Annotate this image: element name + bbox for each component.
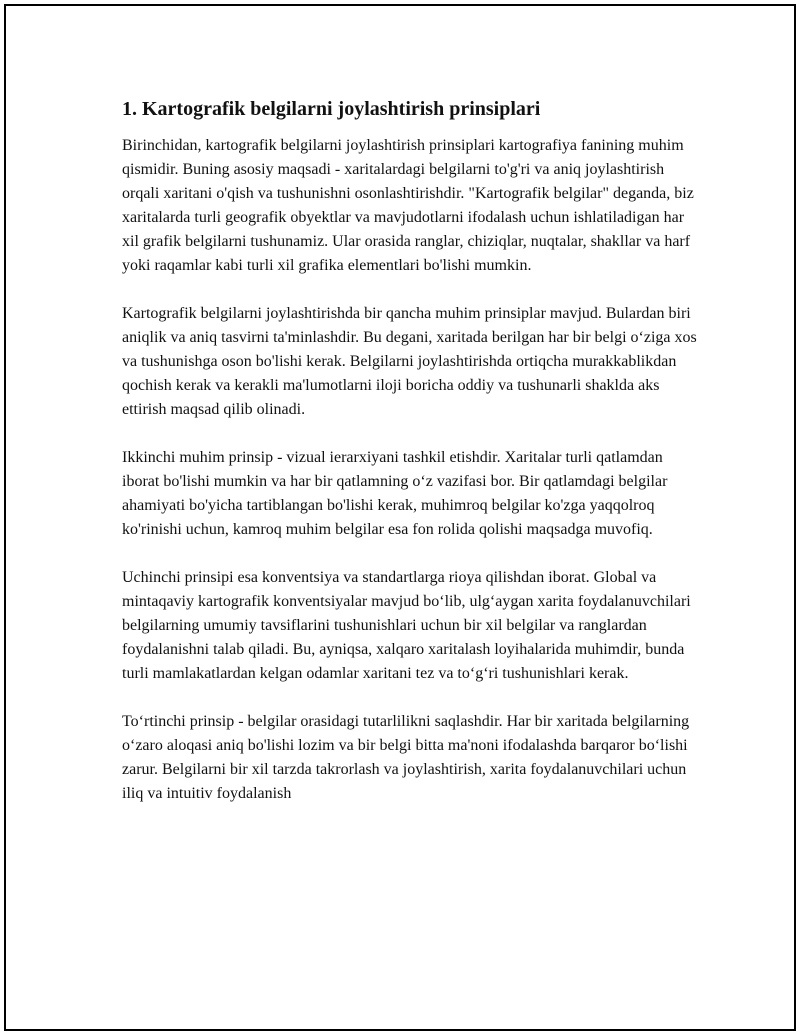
paragraph-1: Birinchidan, kartografik belgilarni joylashtirish prinsiplari kartografiya fanining muhim qismidir. Buning asosiy maqsadi - xaritalardagi belgilarni to'g'ri va aniq joylashtirish orqali xaritani o'qish va tushunishni osonlashtirishdir. "Kartografik belgilar" deganda, biz xaritalarda turli geografik obyektlar va mavjudotlarni ifodalash uchun ishlatiladigan har xil grafik belgilarni tushunamiz. Ular orasida ranglar, chiziqlar, nuqtalar, shakllar va harf yoki raqamlar kabi turli xil grafika elementlari bo'lishi mumkin. — [122, 137, 694, 274]
paragraph-5: To‘rtinchi prinsip - belgilar orasidagi tutarlilikni saqlashdir. Har bir xaritada belgilarning o‘zaro aloqasi aniq bo'lishi lozim va bir belgi bitta ma'noni ifodalashda barqaror bo‘lishi zarur. Belgilarni bir xil tarzda takrorlash va joylashtirish, xarita foydalanuvchilari uchun iliq va intuitiv foydalanish — [122, 713, 690, 802]
document-body — [122, 96, 702, 830]
paragraph-3: Ikkinchi muhim prinsip - vizual ierarxiyani tashkil etishdir. Xaritalar turli qatlamdan iborat bo'lishi mumkin va har bir qatlamning o‘z vazifasi bor. Bir qatlamdagi belgilar ahamiyati bo'yicha tartiblangan bo'lishi kerak, muhimroq belgilar ko'zga yaqqolroq ko'rinishi uchun, kamroq muhim belgilar esa fon rolida qolishi maqsadga muvofiq. — [122, 449, 668, 538]
paragraph-2: Kartografik belgilarni joylashtirishda bir qancha muhim prinsiplar mavjud. Bulardan biri aniqlik va aniq tasvirni ta'minlashdir. Bu degani, xaritada berilgan har bir belgi o‘ziga xos va tushunishga oson bo'lishi kerak. Belgilarni joylashtirishda ortiqcha murakkablikdan qochish kerak va kerakli ma'lumotlarni iloji boricha oddiy va tushunarli shaklda aks ettirish maqsad qilib olinadi. — [122, 305, 697, 418]
section-heading: 1. Kartografik belgilarni joylashtirish prinsiplari — [122, 98, 541, 120]
paragraph-4: Uchinchi prinsipi esa konventsiya va standartlarga rioya qilishdan iborat. Global va mintaqaviy kartografik konventsiyalar mavjud bo‘lib, ulg‘aygan xarita foydalanuvchilari belgilarning umumiy tavsiflarini tushunishlari uchun bir xil belgilar va ranglardan foydalanishni talab qiladi. Bu, ayniqsa, xalqaro xaritalash loyihalarida muhimdir, bunda turli mamlakatlardan kelgan odamlar xaritani tez va to‘g‘ri tushunishlari kerak. — [122, 569, 691, 682]
page-frame — [4, 4, 796, 1031]
